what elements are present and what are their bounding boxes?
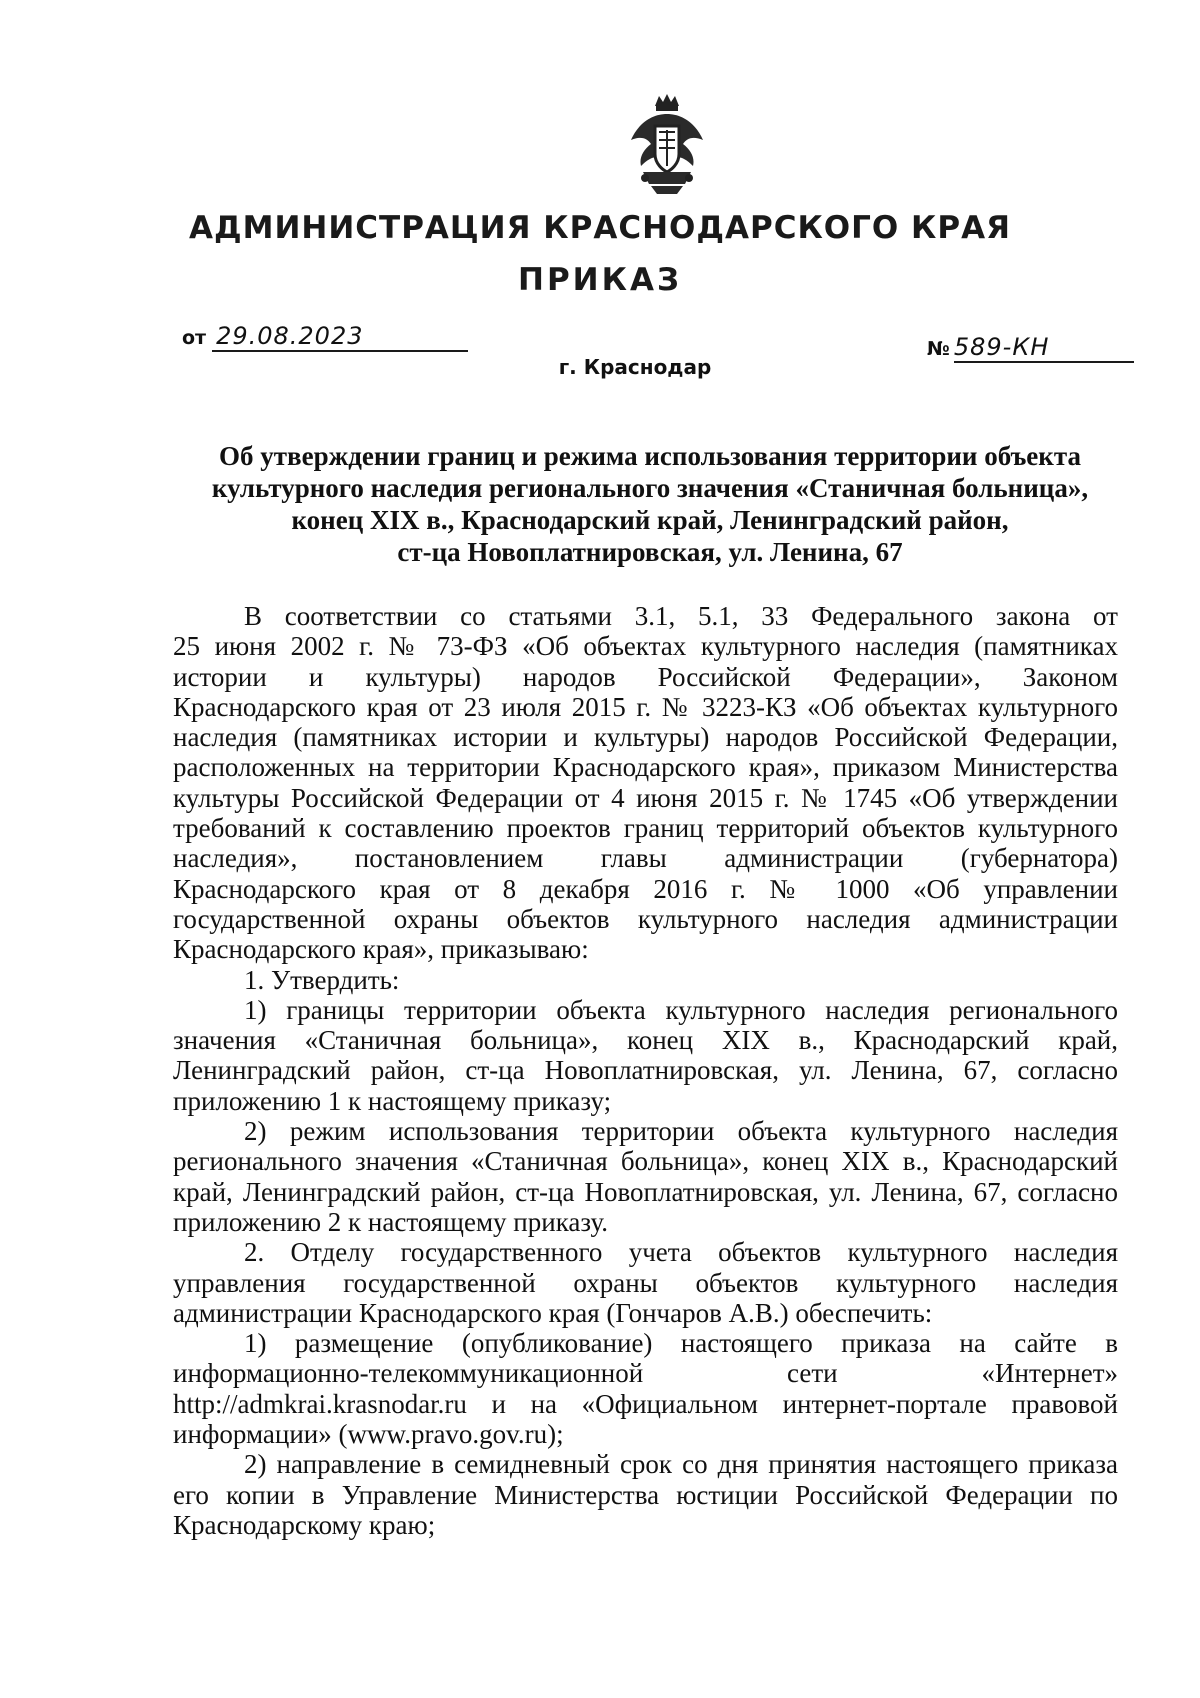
body-line: приложению 2 к настоящему приказу.	[173, 1206, 609, 1237]
body-line: http://admkrai.krasnodar.ru и на «Официальном интернет-портале правовой	[173, 1388, 1118, 1419]
date-value: 29.08.2023	[212, 322, 468, 352]
date-label: от	[182, 327, 207, 349]
body-line: наследия», постановлением главы администрации (губернатора)	[173, 843, 1118, 874]
document-body	[173, 601, 1118, 1540]
date-field	[182, 322, 468, 352]
body-line: требований к составлению проектов границ территорий объектов культурного	[173, 813, 1118, 844]
title-line: конец XIX в., Краснодарский край, Ленинградский район,	[291, 505, 1009, 535]
body-line: Ленинградский район, ст-ца Новоплатнировская, ул. Ленина, 67, согласно	[173, 1055, 1118, 1086]
body-line: расположенных на территории Краснодарского края», приказом Министерства	[173, 752, 1118, 783]
body-line: 2) направление в семидневный срок со дня принятия настоящего приказа	[244, 1449, 1118, 1480]
number-field	[927, 333, 1134, 363]
body-line: информации» (www.pravo.gov.ru);	[173, 1419, 564, 1450]
body-line: край, Ленинградский район, ст-ца Новоплатнировская, ул. Ленина, 67, согласно	[173, 1176, 1118, 1207]
body-line: 2) режим использования территории объекта культурного наследия	[244, 1116, 1118, 1147]
body-line: 1) размещение (опубликование) настоящего приказа на сайте в	[244, 1328, 1118, 1359]
body-line: регионального значения «Станичная больница», конец XIX в., Краснодарский	[173, 1146, 1118, 1177]
body-line: 25 июня 2002 г. № 73-ФЗ «Об объектах культурного наследия (памятниках	[173, 631, 1118, 662]
document-title	[180, 440, 1120, 568]
body-line: В соответствии со статьями 3.1, 5.1, 33 Федерального закона от	[244, 601, 1118, 631]
title-line: культурного наследия регионального значения «Станичная больница»,	[211, 473, 1089, 503]
number-value: 589-КН	[954, 333, 1134, 363]
body-line: Краснодарского края от 23 июля 2015 г. № 3223-КЗ «Об объектах культурного	[173, 691, 1118, 722]
body-line: 1. Утвердить:	[244, 964, 400, 995]
body-line: 1) границы территории объекта культурного наследия регионального	[244, 994, 1118, 1025]
body-line: 2. Отделу государственного учета объектов культурного наследия	[244, 1237, 1118, 1268]
body-line: значения «Станичная больница», конец XIX в., Краснодарский край,	[173, 1025, 1118, 1056]
city-line: г. Краснодар	[558, 355, 712, 379]
body-line: администрации Краснодарского края (Гончаров А.В.) обеспечить:	[173, 1297, 933, 1328]
body-line: приложению 1 к настоящему приказу;	[173, 1085, 612, 1116]
body-line: Краснодарского края», приказываю:	[173, 934, 589, 965]
body-line: истории и культуры) народов Российской Федерации», Законом	[173, 661, 1118, 692]
body-line: Краснодарскому краю;	[173, 1509, 436, 1540]
body-line: культуры Российской Федерации от 4 июня 2015 г. № 1745 «Об утверждении	[173, 782, 1118, 813]
title-line: ст-ца Новоплатнировская, ул. Ленина, 67	[397, 537, 903, 567]
body-line: информационно-телекоммуникационной сети «Интернет»	[173, 1358, 1118, 1389]
body-line: наследия (памятниках истории и культуры) народов Российской Федерации,	[173, 722, 1118, 753]
body-line: его копии в Управление Министерства юстиции Российской Федерации по	[173, 1479, 1118, 1510]
number-label: №	[927, 338, 950, 360]
body-line: государственной охраны объектов культурного наследия администрации	[173, 903, 1118, 934]
organization-name: АДМИНИСТРАЦИЯ КРАСНОДАРСКОГО КРАЯ	[189, 210, 1011, 246]
body-line: управления государственной охраны объектов культурного наследия	[173, 1267, 1118, 1298]
body-line: Краснодарского края от 8 декабря 2016 г. № 1000 «Об управлении	[173, 873, 1118, 904]
title-line: Об утверждении границ и режима использования территории объекта	[219, 441, 1081, 471]
coat-of-arms-icon	[625, 92, 709, 196]
document-type: ПРИКАЗ	[518, 262, 682, 298]
